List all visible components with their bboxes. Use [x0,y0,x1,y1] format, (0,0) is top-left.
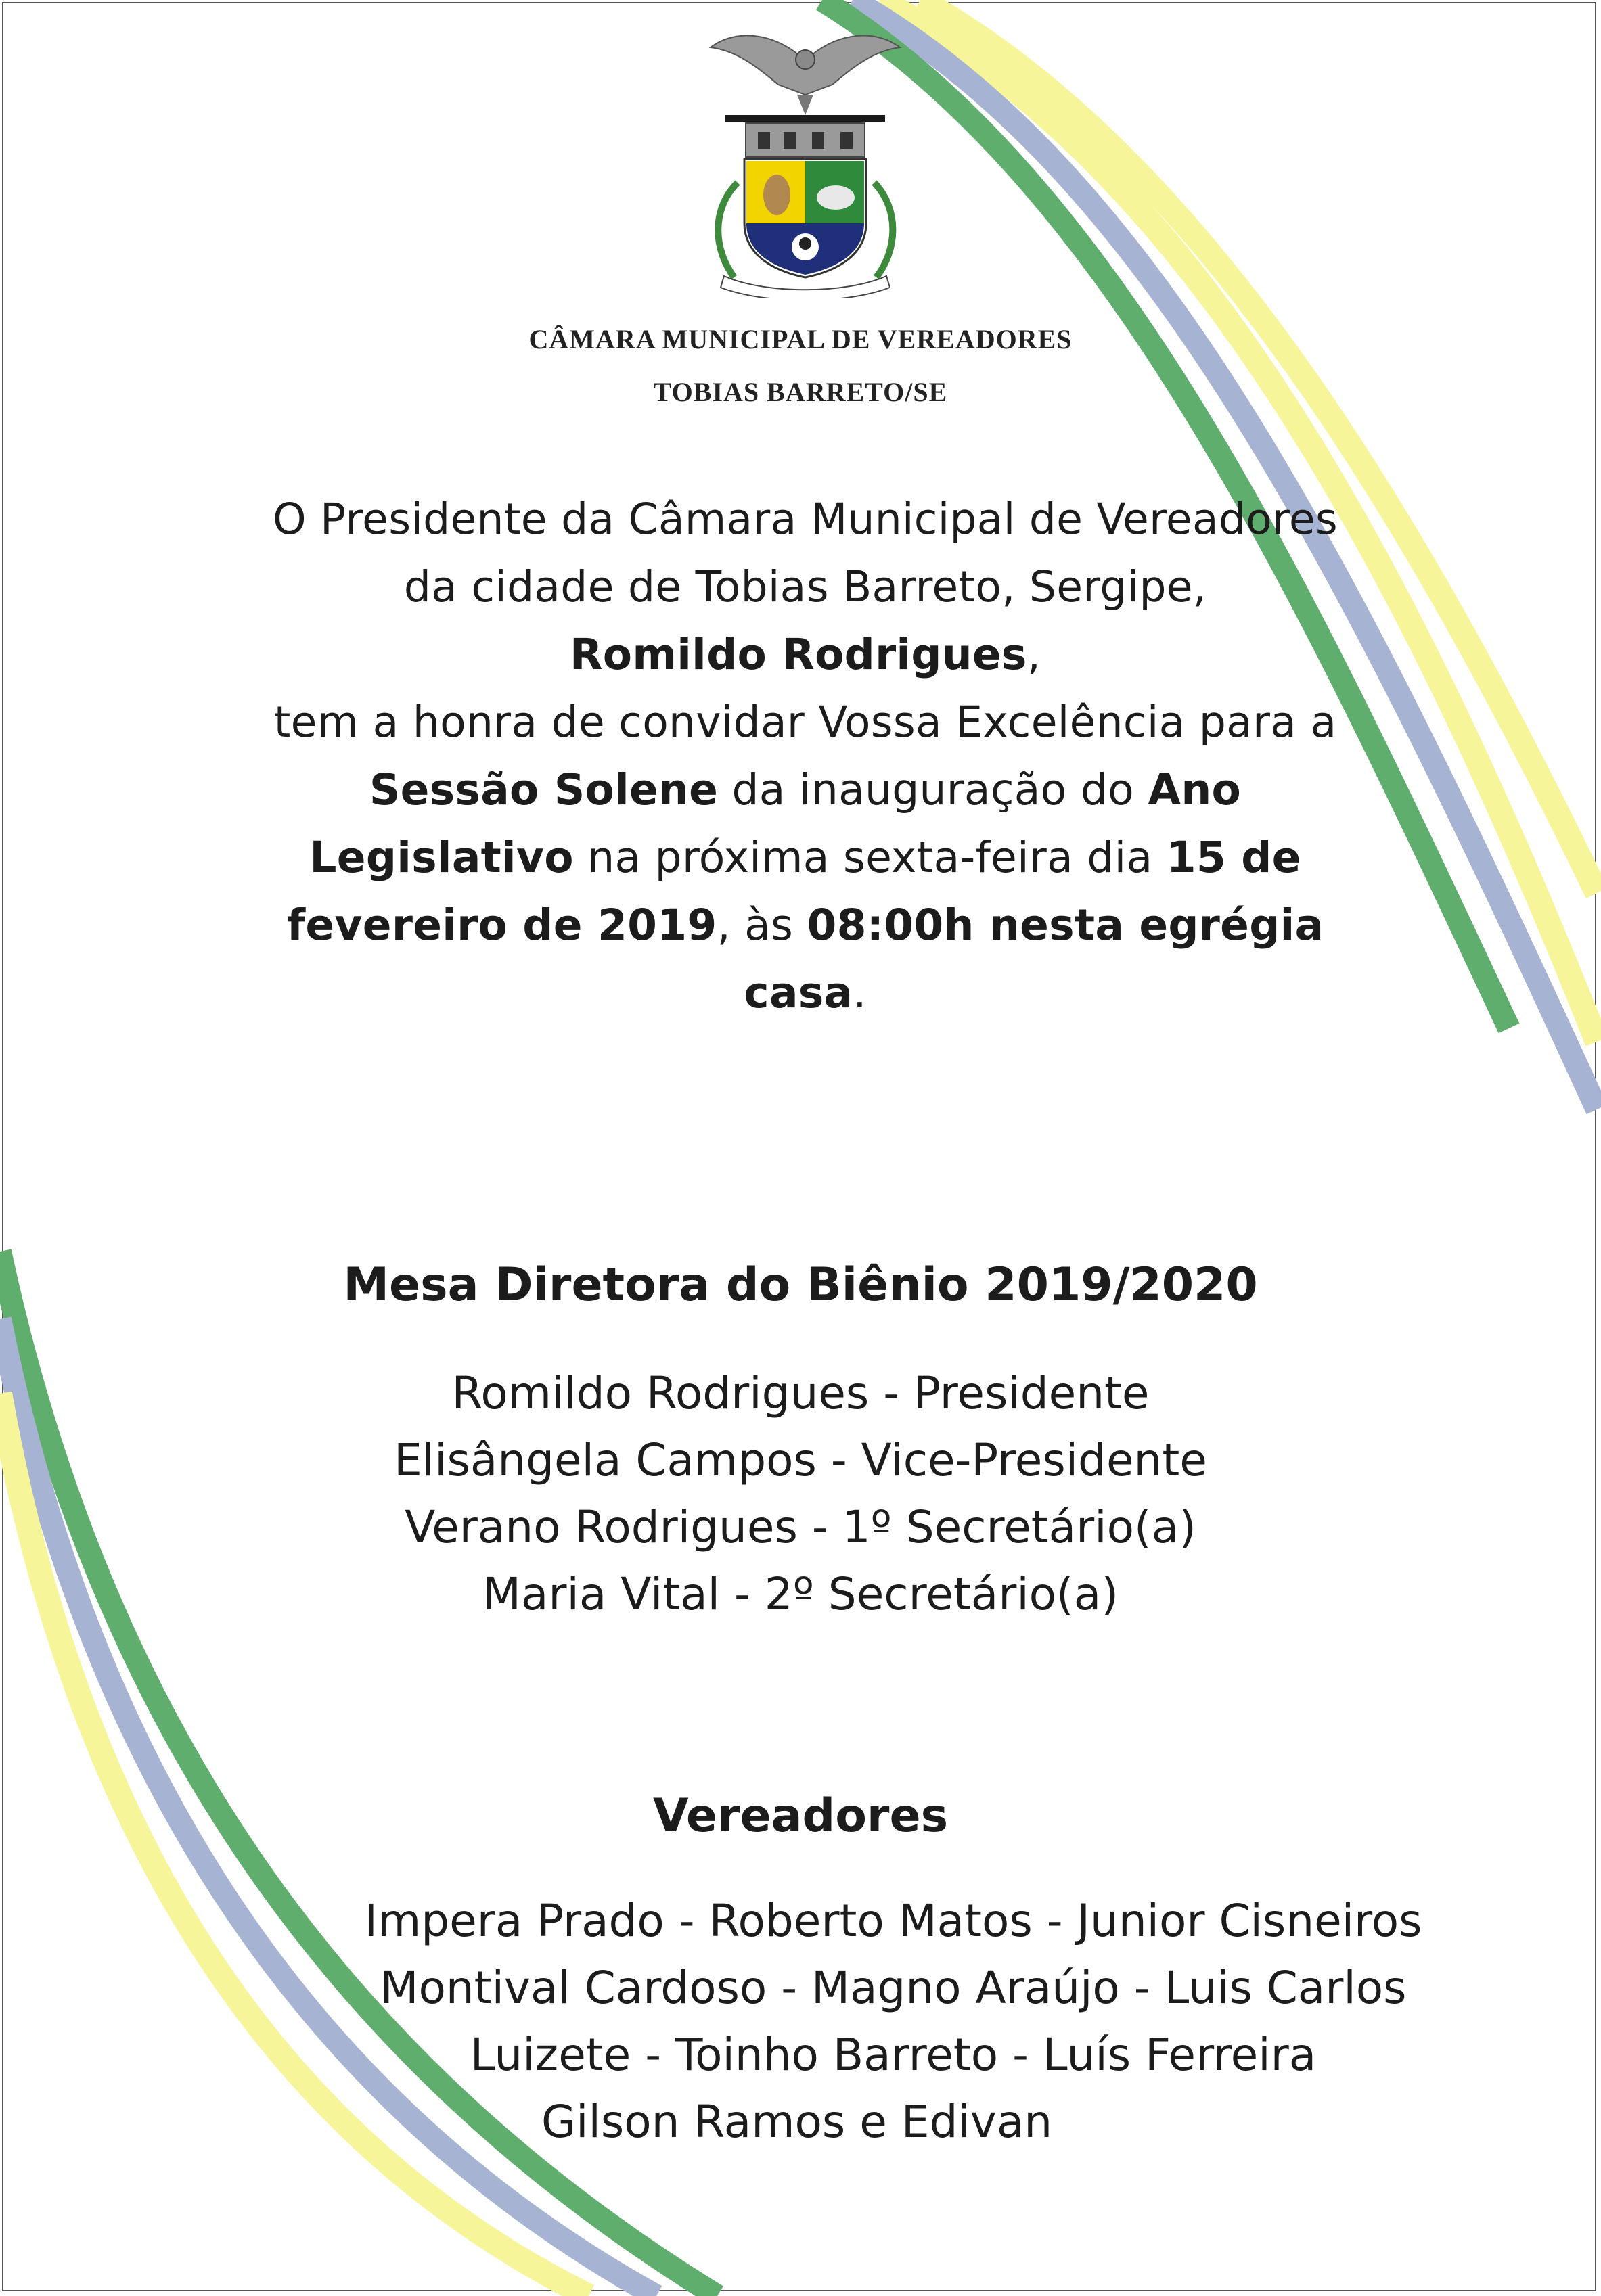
list-item: Luizete - Toinho Barreto - Luís Ferreira [470,2029,1317,2081]
invitation-line: da cidade de Tobias Barreto, Sergipe, [403,562,1207,612]
list-item: Montival Cardoso - Magno Araújo - Luis Carlos [380,1962,1407,2014]
invitation-line: tem a honra de convidar Vossa Excelência para a [273,697,1337,747]
list-item: Gilson Ramos e Edivan [541,2096,1053,2148]
vereadores-list [338,1887,1448,2155]
event-time: 08:00h nesta egrégia casa [744,900,1324,1017]
mesa-members-list [0,1360,1601,1628]
header-title: CÂMARA MUNICIPAL DE VEREADORES [528,324,1073,354]
invitation-line: Romildo Rodrigues, [569,630,1041,679]
vereadores-title: Vereadores [652,1789,949,1843]
president-name: Romildo Rodrigues [569,630,1027,679]
list-item: Romildo Rodrigues - Presidente [451,1367,1150,1419]
invitation-line: O Presidente da Câmara Municipal de Vereadores [272,495,1338,544]
list-item: Elisângela Campos - Vice-Presidente [394,1434,1207,1486]
list-item: Impera Prado - Roberto Matos - Junior Cisneiros [364,1895,1422,1947]
coat-of-arms-emblem [697,20,914,298]
list-item: Maria Vital - 2º Secretário(a) [482,1568,1119,1620]
invitation-paragraph: Sessão Solene da inauguração do Ano Legislativo na próxima sexta-feira dia 15 de fevereiro de 2019, às 08:00h nesta egrégia casa. [286,765,1324,1017]
header-subtitle: TOBIAS BARRETO/SE [653,377,948,407]
mesa-title: Mesa Diretora do Biênio 2019/2020 [343,1258,1258,1312]
invitation-text [203,486,1407,1027]
legislative-year: Ano Legislativo [309,765,1242,882]
list-item: Verano Rodrigues - 1º Secretário(a) [405,1501,1196,1553]
eagle-icon [711,36,900,115]
session-name: Sessão Solene [369,765,719,814]
event-date: 15 de fevereiro de 2019 [286,833,1301,950]
